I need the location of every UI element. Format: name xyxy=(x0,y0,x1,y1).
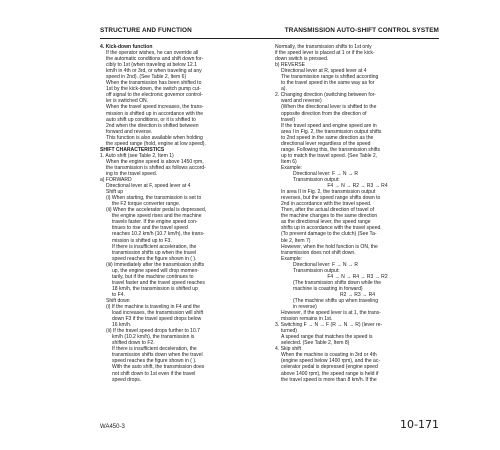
text-line: tinues to rise and the travel speed xyxy=(112,225,188,232)
text-line: area I in Fig. 2, the transmission output shifts xyxy=(281,128,382,135)
text-line: Transmission output: xyxy=(293,177,340,184)
text-line: selected. (See Table 2, Item 8) xyxy=(281,340,350,347)
text-line: to 2nd speed in the same direction as the xyxy=(281,134,374,141)
text-line: (The machine shifts up when traveling xyxy=(293,297,378,304)
text-line: 4. Skip shift xyxy=(275,346,302,353)
text-line: speed reaches the figure shown in ( ). xyxy=(112,358,197,365)
text-line: R2 → R3 → R4 xyxy=(339,291,376,298)
text-line: speed in 2nd). (See Table 2, Item 6) xyxy=(106,74,187,81)
text-line: the speed range (hold, engine at low speed). xyxy=(106,140,206,147)
text-line: turned) xyxy=(281,328,297,335)
text-line: travels faster. If the engine speed con- xyxy=(112,219,198,226)
text-line: Transmission output: xyxy=(293,267,340,274)
text-line: km/h in 4th or 3rd, or when traveling at any xyxy=(106,68,202,75)
text-line: range. Following this, the transmission shifts xyxy=(281,146,381,153)
text-line: to F4. xyxy=(112,291,125,298)
text-line: not shift down to 1st even if the travel xyxy=(112,370,196,377)
header-chapter-title: TRANSMISSION AUTO-SHIFT CONTROL SYSTEM xyxy=(284,27,439,34)
text-line: In area II in Fig. 2, the transmission output xyxy=(281,189,376,196)
text-line: shifted down to F2. xyxy=(112,340,155,347)
text-line: transmission shifts down when the travel xyxy=(112,352,203,359)
text-line: When the travel speed increases, the trans- xyxy=(106,104,204,111)
text-line: 3. Switching F → N → F (R → N → R) (lever re- xyxy=(275,322,383,329)
text-line: When the engine speed is above 1450 rpm, xyxy=(106,158,204,165)
text-line: tarily, but if the machine continues to xyxy=(112,273,194,280)
text-line: ble 2, Item 7) xyxy=(281,237,311,244)
text-line: When the machine is coasting in 3rd or 4th xyxy=(281,352,377,359)
text-line: Shift up xyxy=(106,189,124,196)
text-line: (The transmission shifts down while the xyxy=(293,279,382,286)
text-line: 1st by the kick-down, the switch pump cut- xyxy=(106,86,201,93)
text-line: cibly to 1st (when traveling at below 12.1 xyxy=(106,62,197,69)
text-line: Directional lever at R, speed lever at 4 xyxy=(281,68,367,75)
text-line: forward and reverse. xyxy=(106,128,153,135)
model-code: WA450-3 xyxy=(100,424,125,430)
text-line: 2nd in accordance with the travel speed. xyxy=(281,201,372,208)
text-line: ing to the travel speed. xyxy=(106,170,158,177)
text-line: If there is insufficient acceleration, the xyxy=(112,243,197,250)
text-line: down F3 if the travel speed drops below xyxy=(112,316,202,323)
text-line: transmission shifts up when the travel xyxy=(112,249,197,256)
text-line: 1. Auto shift (see Table 2, Item 1) xyxy=(100,152,174,159)
text-line: SHIFT CHARACTERISTICS xyxy=(100,146,165,153)
text-line: 16 km/h. xyxy=(112,322,132,329)
text-line: directional lever regardless of the speed xyxy=(281,140,371,147)
text-line: Normally, the transmission shifts to 1st only xyxy=(275,44,372,50)
text-line: b) REVERSE xyxy=(275,62,306,69)
text-line: When the transmission has been shifted to xyxy=(106,80,202,87)
text-line: the automatic conditions and shift down for- xyxy=(106,56,204,63)
text-line: travel) xyxy=(281,116,296,123)
text-line: above 1400 rpm), the speed range is held if xyxy=(281,370,379,377)
text-line: the machine changes to the same direction xyxy=(281,213,378,220)
text-line: machine is coasting in forward) xyxy=(293,285,363,292)
text-line: (To prevent damage to the clutch) (See Ta- xyxy=(281,231,377,238)
text-line: reaches 10.2 km/h (10.7 km/h), the trans- xyxy=(112,231,205,238)
page-number: 10-171 xyxy=(400,418,439,431)
text-line: to the travel speed in the same way as for xyxy=(281,80,375,87)
text-line: F4 → N → R2 → R3 → R4 xyxy=(327,183,388,190)
text-line: However, if the speed lever is at 1, the trans- xyxy=(281,310,381,317)
text-line: (iii) Immediately after the transmission shifts xyxy=(106,261,205,268)
text-line: Directional lever at F, speed lever at 4 xyxy=(106,183,191,190)
text-line: Example: xyxy=(281,255,303,262)
text-line: km/h (10.2 km/h), the transmission is xyxy=(112,334,195,341)
text-line: 2nd when the direction is shifted between xyxy=(106,122,199,129)
text-line: celerator pedal is depressed (engine speed xyxy=(281,364,378,371)
text-line: With the auto shift, the transmission does xyxy=(112,364,205,371)
text-line: down switch is pressed. xyxy=(275,56,329,63)
text-line: Then, after the actual direction of travel of xyxy=(281,207,375,214)
text-line: 2. Changing direction (switching between for- xyxy=(275,92,376,99)
text-line: If there is insufficient deceleration, the xyxy=(112,346,197,353)
text-line: (i) If the machine is traveling in F4 and the xyxy=(106,304,200,311)
text-line: off signal to the electronic governor control- xyxy=(106,92,203,99)
text-line: (i) When starting, the transmission is set to xyxy=(106,195,202,202)
text-line: the F2 torque converter range. xyxy=(112,201,181,208)
text-line: If the operator wishes, he can override all xyxy=(106,50,199,57)
text-line: mission is shifted up in accordance with the xyxy=(106,110,204,117)
left-text-column xyxy=(100,44,265,383)
text-line: reverses, but the speed range shifts down to xyxy=(281,195,381,202)
text-line: Shift down xyxy=(106,297,130,304)
text-line: up to match the travel speed. (See Table 2, xyxy=(281,152,378,159)
text-line: (ii) If the travel speed drops further to 10.7 xyxy=(106,328,200,335)
text-line: the travel speed is more than 8 km/h. If the xyxy=(281,376,377,383)
text-line: shifts up in accordance with the travel speed. xyxy=(281,225,382,232)
text-line: mission is shifted up to F3. xyxy=(112,237,172,244)
text-line: Directional lever: F → N → R xyxy=(293,170,359,177)
text-line: a). xyxy=(281,86,287,93)
text-line: A speed range that matches the speed is xyxy=(281,334,373,341)
text-line: if the speed lever is placed at 1 or if the kick- xyxy=(275,50,375,57)
text-line: (engine speed below 1400 rpm), and the ac- xyxy=(281,358,381,365)
text-line: the transmission is shifted as follows accord- xyxy=(106,164,206,171)
text-line: opposite direction from the direction of xyxy=(281,110,367,117)
text-line: This function is also available when holding xyxy=(106,134,203,141)
text-line: transmission does not shift down. xyxy=(281,249,356,256)
text-line: in reverse) xyxy=(293,304,317,311)
text-line: up, the engine speed will drop momen- xyxy=(112,267,199,274)
text-line: mission remains in 1st. xyxy=(281,316,333,323)
text-line: speed drops. xyxy=(112,376,142,383)
text-line: The transmission range is shifted according xyxy=(281,74,379,81)
text-line: ward and reverse) xyxy=(281,98,322,105)
right-text-column xyxy=(275,44,440,383)
text-line: (ii) When the accelerator pedal is depressed, xyxy=(106,207,207,214)
page-header xyxy=(100,26,439,39)
text-line: However, when the hold function is ON, the xyxy=(281,243,378,250)
text-line: 4. Kick-down function xyxy=(100,44,153,50)
text-line: ler is switched ON. xyxy=(106,98,149,105)
text-line: (When the directional lever is shifted to the xyxy=(281,104,377,111)
text-line: speed reaches the figure shown in ( ). xyxy=(112,255,197,262)
text-line: the engine speed rises and the machine xyxy=(112,213,202,220)
text-line: Item 6) xyxy=(281,158,297,165)
text-line: Example: xyxy=(281,164,303,171)
text-line: If the travel speed and engine speed are in xyxy=(281,122,377,129)
text-line: a) FORWARD xyxy=(100,177,132,184)
text-line: load increases, the transmission will shift xyxy=(112,310,204,317)
text-line: travel faster and the travel speed reaches xyxy=(112,279,205,286)
header-section-title: STRUCTURE AND FUNCTION xyxy=(100,27,192,34)
text-line: as the directional lever, the speed range xyxy=(281,219,371,226)
text-line: Directional lever: F → N → R xyxy=(293,261,359,268)
text-line: 18 km/h, the transmission is shifted up xyxy=(112,285,198,292)
text-line: F4 → N → R4 → R3 → R2 xyxy=(327,273,388,280)
text-line: auto shift up conditions, or it is shifted to xyxy=(106,116,196,123)
